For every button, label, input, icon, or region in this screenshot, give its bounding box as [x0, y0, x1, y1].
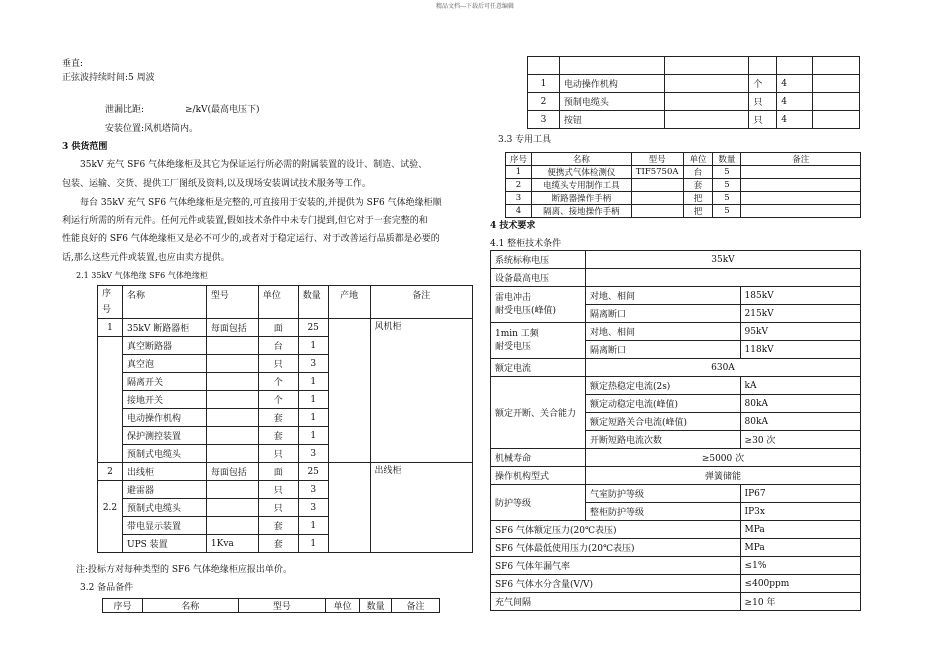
supply-table-header	[98, 286, 473, 319]
table-row: SF6 气体水分含量(V/V) ≤400ppm	[491, 575, 861, 593]
supply-table	[97, 285, 473, 553]
table-row: 保护测控装置 套 1	[98, 427, 473, 445]
subsection-3-2: 3.2 备品备件	[80, 583, 134, 593]
table-row: 开断短路电流次数 ≥30 次	[491, 431, 861, 449]
para2-line1: 每台 35kV 充气 SF6 气体绝缘柜是完整的,可直接用于安装的,并提供为 SF6 气体绝缘柜顺	[80, 198, 442, 208]
table-row: 额定短路关合电流(峰值) 80kA	[491, 413, 861, 431]
para1-line1: 35kV 充气 SF6 气体绝缘柜及其它为保证运行所必需的附属装置的设计、制造、试验、	[80, 160, 428, 170]
header-remark: 备注	[370, 286, 472, 319]
table-row: 充气间隔 ≥10 年	[491, 593, 861, 611]
table-row: 3 断路器操作手柄 把 5	[506, 192, 861, 205]
table-row: 1 便携式气体检测仪 TIF5750A 台 5	[506, 166, 861, 179]
tech-spec-table	[490, 250, 861, 611]
subsection-3-3: 3.3 专用工具	[498, 135, 552, 145]
text-install-location: 安装位置:风机塔筒内。	[105, 124, 199, 134]
table-row: 1min 工频 耐受电压 对地、相间 95kV	[491, 323, 861, 341]
page-header: 精品文档---下载后可任意编辑	[435, 3, 515, 10]
section-title-3: 3 供货范围	[62, 142, 108, 152]
table-row: 操作机构型式 弹簧储能	[491, 467, 861, 485]
header-name: 名称	[122, 286, 206, 319]
spare-parts-table-continued	[527, 56, 860, 129]
table-row: 隔离断口 215kV	[491, 305, 861, 323]
header-seq: 序 号	[98, 286, 123, 319]
table-row: 预制式电缆头 只 3	[98, 445, 473, 463]
table-row: 机械寿命 ≥5000 次	[491, 449, 861, 467]
table-row: 1 电动操作机构 个 4	[528, 75, 860, 93]
spare-parts-table	[102, 598, 440, 613]
table-row: 2 预制电缆头 只 4	[528, 93, 860, 111]
table-row: SF6 气体最低使用压力(20℃表压) MPa	[491, 539, 861, 557]
header-model: 型号	[206, 286, 258, 319]
table-row: 雷电冲击 耐受电压(峰值) 对地、相间 185kV	[491, 287, 861, 305]
table-note: 注:投标方对每种类型的 SF6 气体绝缘柜应报出单价。	[76, 565, 292, 575]
table-row: 隔离开关 个 1	[98, 373, 473, 391]
table-row: 整柜防护等级 IP3x	[491, 503, 861, 521]
table-row: 隔离断口 118kV	[491, 341, 861, 359]
table-row: 额定开断、关合能力 额定热稳定电流(2s) kA	[491, 377, 861, 395]
text-leakage-label: 泄漏比距:	[105, 105, 145, 115]
table-row: 3 按钮 只 4	[528, 111, 860, 129]
table-row: SF6 气体年漏气率 ≤1%	[491, 557, 861, 575]
table-row: 真空泡 只 3	[98, 355, 473, 373]
header-origin: 产地	[328, 286, 370, 319]
table-row: UPS 装置 1Kva 套 1	[98, 535, 473, 553]
table-row: 接地开关 个 1	[98, 391, 473, 409]
special-tools-table	[505, 152, 861, 218]
table-row: 2 电缆头专用制作工具 套 5	[506, 179, 861, 192]
text-vertical: 垂直:	[62, 59, 84, 69]
table-row: 防护等级 气室防护等级 IP67	[491, 485, 861, 503]
table-row: 额定动稳定电流(峰值) 80kA	[491, 395, 861, 413]
section-title-4: 4 技术要求	[490, 221, 536, 231]
subsection-2-1: 2.1 35kV 气体绝缘 SF6 气体绝缘柜	[76, 271, 208, 280]
spare-parts-header: 序号 名称 型号 单位 数量 备注	[103, 599, 440, 613]
table-row: 真空断路器 台 1	[98, 337, 473, 355]
table-row: 避雷器 只 3	[98, 481, 473, 499]
table-row: 2.2 预制式电缆头 只 3	[98, 499, 473, 517]
table-row: 设备最高电压	[491, 269, 861, 287]
table-row: 1 35kV 断路器柜 每面包括 面 25 风机柜	[98, 319, 473, 337]
table-row	[528, 57, 860, 75]
para2-line2: 利运行所需的所有元件。任何元件或装置,假如技术条件中未专门提到,但它对于一套完整的和	[62, 216, 428, 226]
subsection-4-1: 4.1 整柜技术条件	[490, 239, 562, 249]
para2-line4: 话,那么这些元件或装置,也应由卖方提供。	[62, 253, 230, 263]
header-unit: 单位	[258, 286, 298, 319]
special-tools-header: 序号 名称 型号 单位 数量 备注	[506, 153, 861, 166]
table-row: 带电显示装置 套 1	[98, 517, 473, 535]
text-leakage-value: ≥/kV(最高电压下)	[185, 105, 260, 115]
para2-line3: 性能良好的 SF6 气体绝缘柜又是必不可少的,或者对于稳定运行、对于改善运行品质都是必要的	[62, 234, 440, 244]
table-row: 2 出线柜 每面包括 面 25 出线柜	[98, 463, 473, 481]
table-row: 额定电流 630A	[491, 359, 861, 377]
table-row: 系统标称电压 35kV	[491, 251, 861, 269]
table-row: 4 隔离、接地操作手柄 把 5	[506, 205, 861, 218]
text-sine-duration: 正弦波持续时间:5 周波	[62, 73, 155, 83]
para1-line2: 包装、运输、交货、提供工厂图纸及资料,以及现场安装调试技术服务等工作。	[62, 179, 371, 189]
table-row: SF6 气体额定压力(20℃表压) MPa	[491, 521, 861, 539]
table-row: 电动操作机构 套 1	[98, 409, 473, 427]
header-qty: 数量	[298, 286, 328, 319]
